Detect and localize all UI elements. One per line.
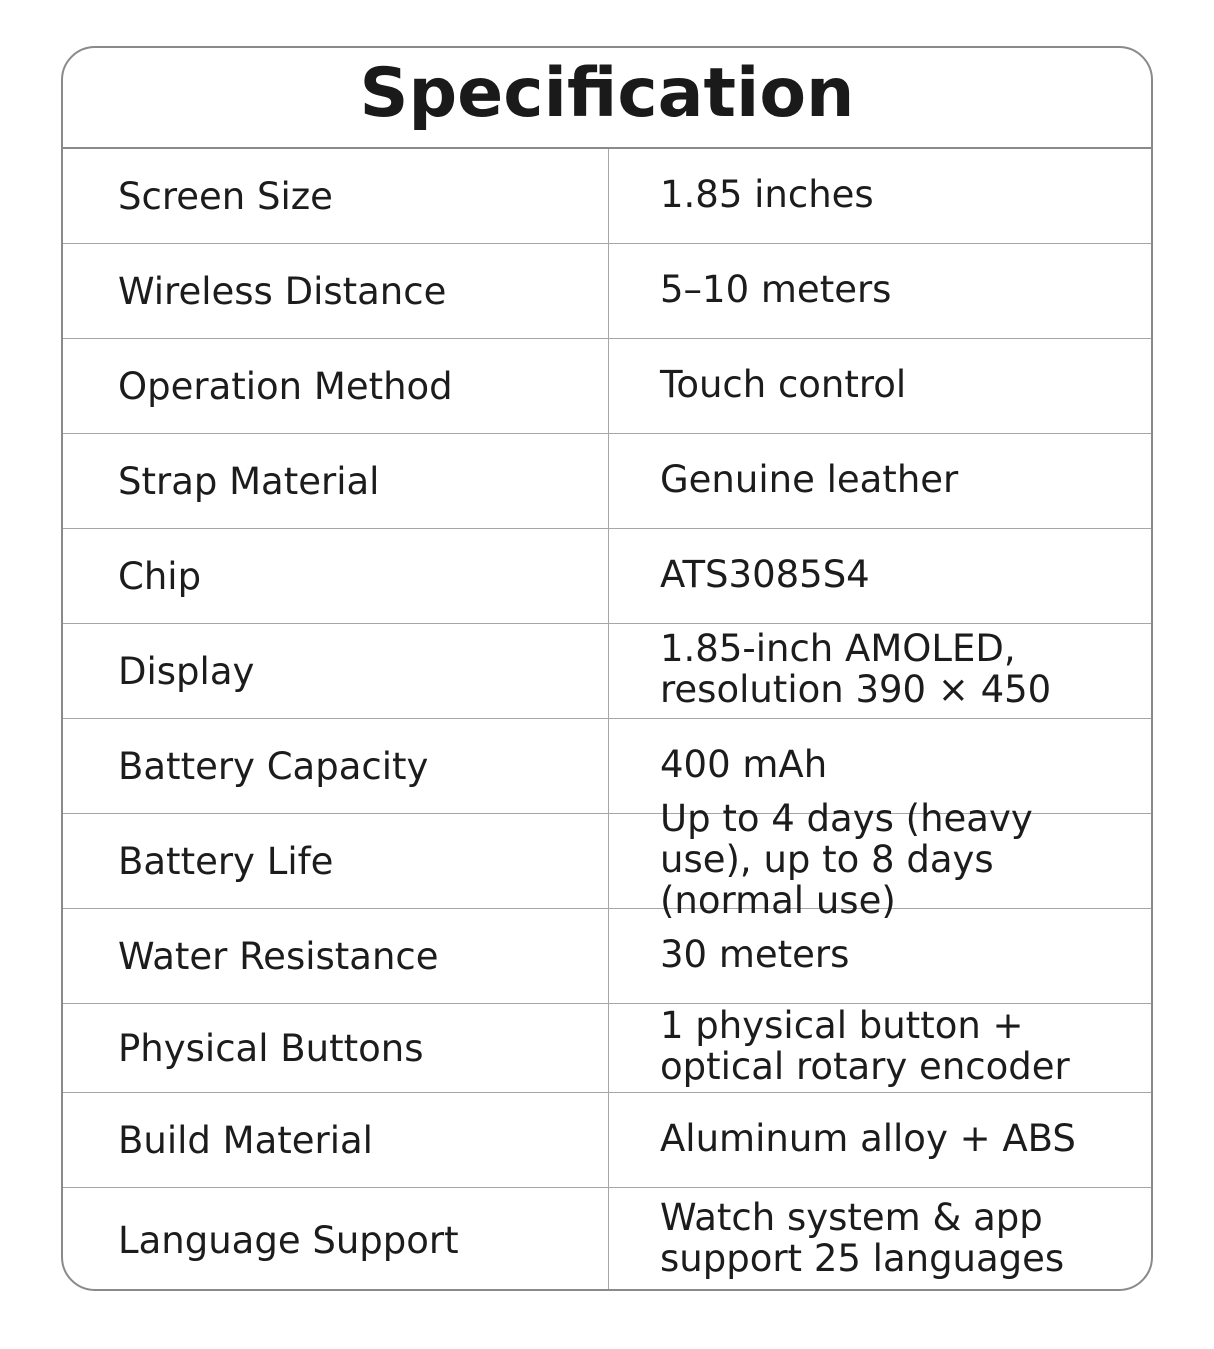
spec-label: Display (63, 624, 609, 718)
table-row (63, 909, 1151, 1004)
table-row (63, 434, 1151, 529)
spec-label: Screen Size (63, 149, 609, 243)
spec-label: Build Material (63, 1093, 609, 1187)
spec-label: Wireless Distance (63, 244, 609, 338)
specification-card (61, 46, 1153, 1291)
spec-value: 30 meters (660, 932, 850, 976)
spec-value: Watch system & app support 25 languages (660, 1196, 1065, 1280)
specification-header (63, 48, 1151, 149)
spec-label: Battery Life (63, 814, 609, 908)
spec-label: Language Support (63, 1188, 609, 1291)
spec-label: Water Resistance (63, 909, 609, 1003)
spec-table (63, 149, 1151, 1291)
table-row (63, 244, 1151, 339)
spec-value: Aluminum alloy + ABS (660, 1116, 1076, 1160)
spec-label: Physical Buttons (63, 1004, 609, 1092)
spec-value: Genuine leather (660, 457, 959, 501)
page-title: Specification (359, 54, 855, 133)
table-row (63, 1004, 1151, 1093)
spec-value: Up to 4 days (heavy use), up to 8 days (normal use) (660, 796, 1033, 922)
spec-value: 1.85 inches (660, 172, 874, 216)
table-row (63, 624, 1151, 719)
spec-label: Operation Method (63, 339, 609, 433)
spec-value: 1.85-inch AMOLED, resolution 390 × 450 (660, 627, 1052, 711)
spec-value: ATS3085S4 (660, 552, 870, 596)
table-row (63, 1093, 1151, 1188)
table-row (63, 1188, 1151, 1291)
spec-label: Chip (63, 529, 609, 623)
spec-value: 5–10 meters (660, 267, 892, 311)
spec-value: Touch control (660, 362, 907, 406)
spec-label: Strap Material (63, 434, 609, 528)
table-row (63, 339, 1151, 434)
spec-value: 400 mAh (660, 742, 828, 786)
table-row (63, 529, 1151, 624)
spec-value: 1 physical button + optical rotary encoder (660, 1004, 1070, 1088)
spec-label: Battery Capacity (63, 719, 609, 813)
table-row (63, 149, 1151, 244)
table-row (63, 796, 1151, 922)
